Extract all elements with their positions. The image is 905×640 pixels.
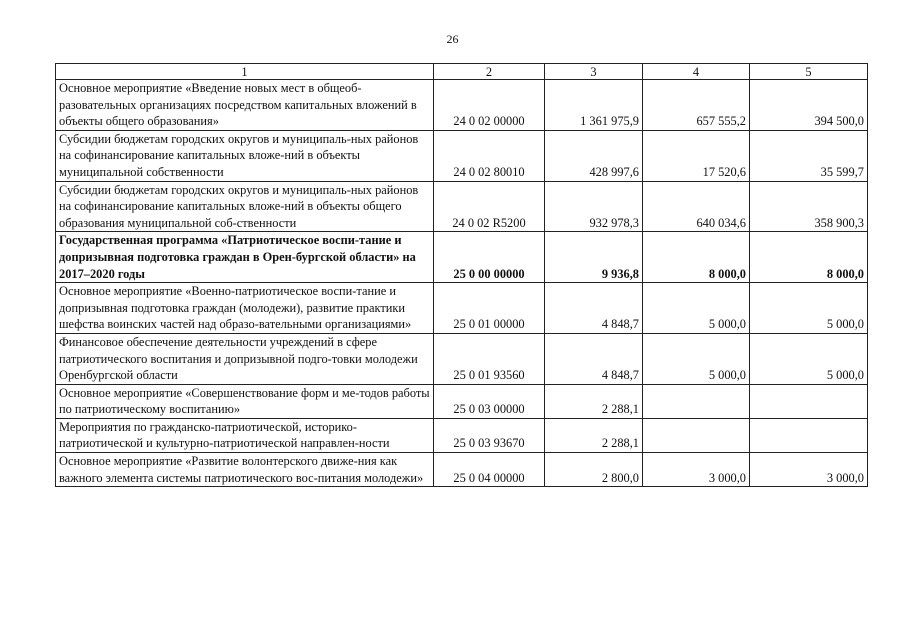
row-value-col4 [643, 418, 750, 452]
row-value-col5: 3 000,0 [750, 453, 868, 487]
row-value-col4: 17 520,6 [643, 130, 750, 181]
row-name: Субсидии бюджетам городских округов и муниципаль-ных районов на софинансирование капитальных вложе-ний в объекты муниципальной собственности [56, 130, 434, 181]
row-name: Государственная программа «Патриотическое воспи-тание и допризывная подготовка граждан в Орен-бургской области» на 2017–2020 годы [56, 232, 434, 283]
row-value-col5: 8 000,0 [750, 232, 868, 283]
table-header-row [56, 64, 868, 80]
table-row [56, 453, 868, 487]
row-value-col3: 428 997,6 [545, 130, 643, 181]
table-row [56, 384, 868, 418]
row-name: Основное мероприятие «Развитие волонтерского движе-ния как важного элемента системы патриотического вос-питания молодежи» [56, 453, 434, 487]
row-value-col4 [643, 384, 750, 418]
row-name: Финансовое обеспечение деятельности учреждений в сфере патриотического воспитания и допризывной подго-товки молодежи Оренбургской области [56, 333, 434, 384]
row-value-col5: 394 500,0 [750, 80, 868, 131]
row-value-col3: 932 978,3 [545, 181, 643, 232]
row-value-col3: 1 361 975,9 [545, 80, 643, 131]
row-name: Основное мероприятие «Введение новых мест в общеоб-разовательных организациях посредством капитальных вложений в объекты общего образования» [56, 80, 434, 131]
budget-table [55, 63, 868, 487]
column-header-4: 4 [643, 64, 750, 80]
row-code: 25 0 03 93670 [434, 418, 545, 452]
row-name: Основное мероприятие «Военно-патриотическое воспи-тание и допризывная подготовка граждан (молодежи), развитие практики шефства воинских частей над образо-вательными организациями» [56, 283, 434, 334]
row-code: 25 0 04 00000 [434, 453, 545, 487]
row-code: 24 0 02 80010 [434, 130, 545, 181]
column-header-3: 3 [545, 64, 643, 80]
table-row [56, 181, 868, 232]
row-name: Мероприятия по гражданско-патриотической, историко-патриотической и культурно-патриотической направлен-ности [56, 418, 434, 452]
table-row [56, 333, 868, 384]
row-code: 25 0 00 00000 [434, 232, 545, 283]
row-code: 25 0 01 93560 [434, 333, 545, 384]
row-name: Основное мероприятие «Совершенствование форм и ме-тодов работы по патриотическому воспитанию» [56, 384, 434, 418]
table-row [56, 283, 868, 334]
row-value-col4: 657 555,2 [643, 80, 750, 131]
row-value-col3: 2 288,1 [545, 384, 643, 418]
column-header-5: 5 [750, 64, 868, 80]
row-code: 25 0 01 00000 [434, 283, 545, 334]
row-value-col4: 5 000,0 [643, 283, 750, 334]
table-row [56, 130, 868, 181]
table-row [56, 232, 868, 283]
row-name: Субсидии бюджетам городских округов и муниципаль-ных районов на софинансирование капитальных вложе-ний в объекты общего образования муниципальной соб-ственности [56, 181, 434, 232]
row-value-col5: 35 599,7 [750, 130, 868, 181]
column-header-2: 2 [434, 64, 545, 80]
table-row [56, 80, 868, 131]
row-value-col3: 2 288,1 [545, 418, 643, 452]
row-value-col5: 5 000,0 [750, 283, 868, 334]
row-value-col4: 3 000,0 [643, 453, 750, 487]
row-value-col5 [750, 418, 868, 452]
page-number: 26 [446, 32, 459, 46]
row-value-col4: 640 034,6 [643, 181, 750, 232]
row-value-col5: 5 000,0 [750, 333, 868, 384]
row-value-col3: 4 848,7 [545, 283, 643, 334]
row-code: 24 0 02 R5200 [434, 181, 545, 232]
row-value-col5 [750, 384, 868, 418]
row-value-col3: 9 936,8 [545, 232, 643, 283]
row-code: 24 0 02 00000 [434, 80, 545, 131]
row-value-col4: 5 000,0 [643, 333, 750, 384]
row-value-col4: 8 000,0 [643, 232, 750, 283]
row-value-col3: 4 848,7 [545, 333, 643, 384]
row-value-col5: 358 900,3 [750, 181, 868, 232]
column-header-1: 1 [56, 64, 434, 80]
row-code: 25 0 03 00000 [434, 384, 545, 418]
table-row [56, 418, 868, 452]
row-value-col3: 2 800,0 [545, 453, 643, 487]
